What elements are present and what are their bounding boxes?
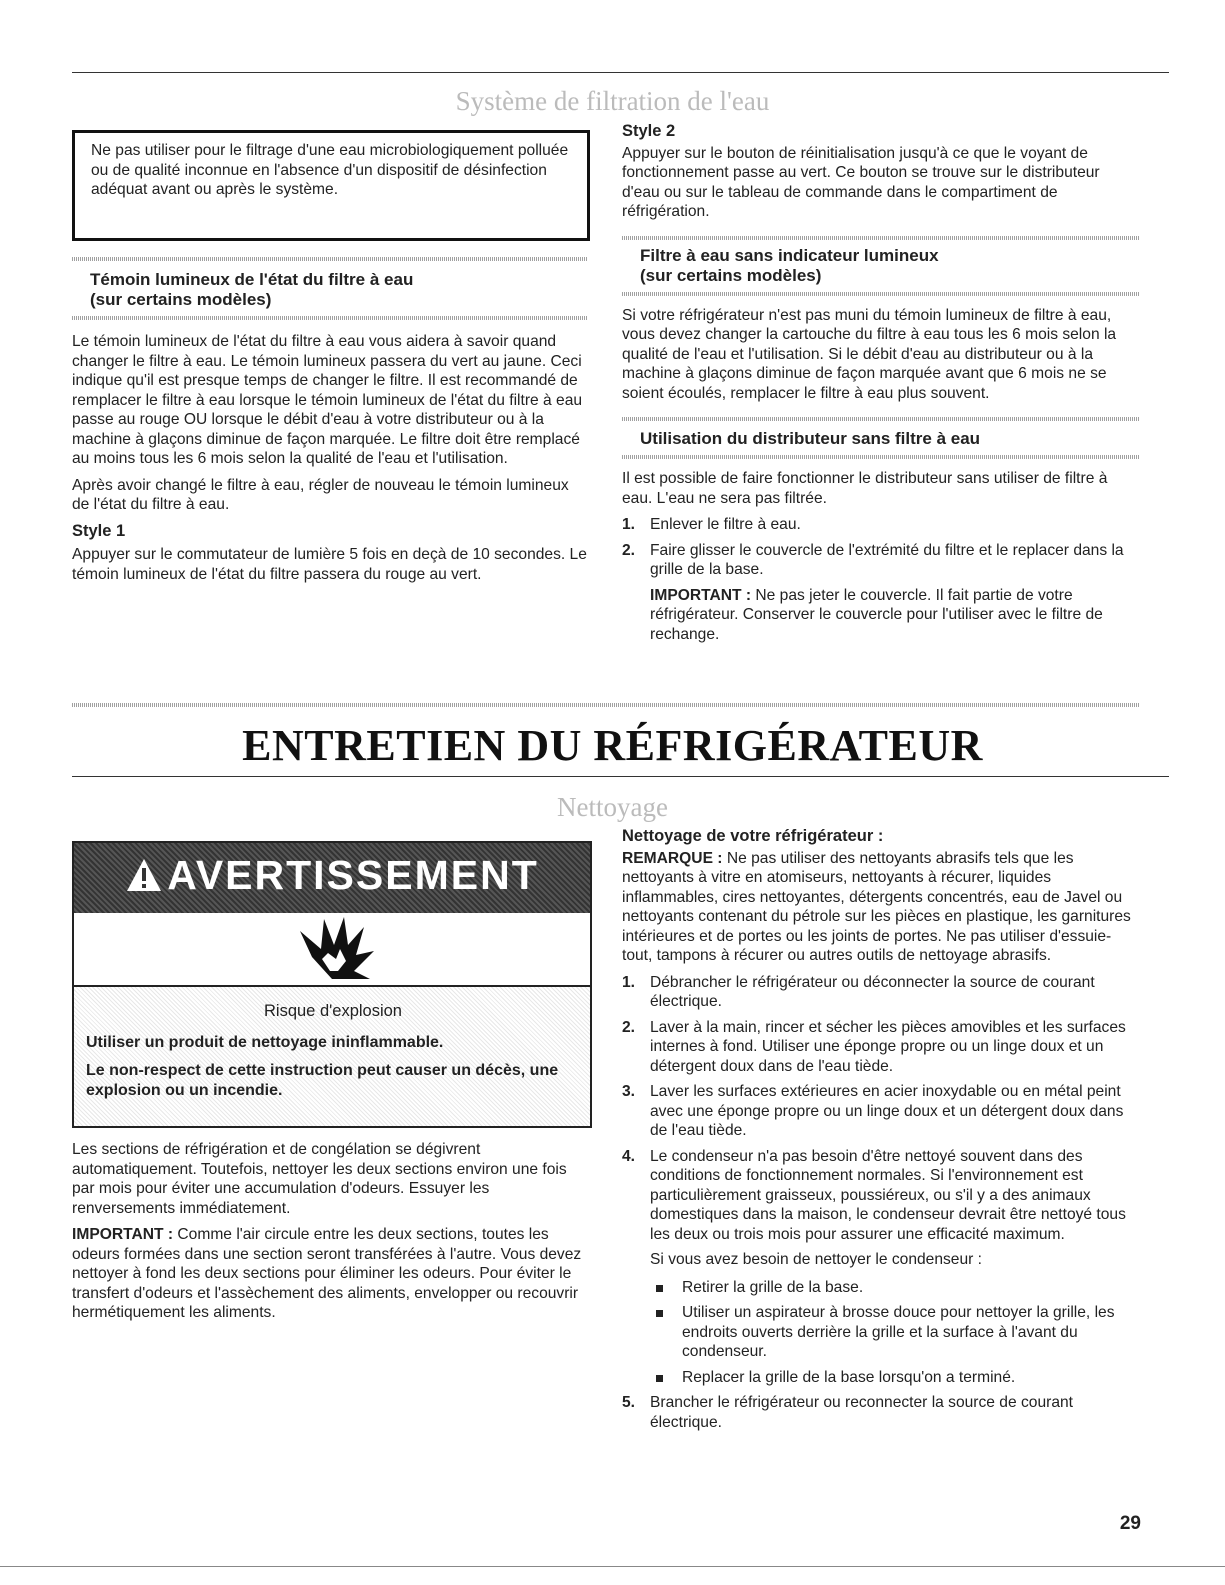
condenser-intro: Si vous avez besoin de nettoyer le condenseur : [650,1251,983,1268]
style2-text: Appuyer sur le bouton de réinitialisation jusqu'à ce que le voyant de fonctionnement passe au vert. Ce bouton se trouve sur le distributeur d'eau ou sur le tableau de commande dans le compartiment de réfrigération. [622,144,1100,220]
step-number: 2. [622,541,636,559]
top-rule [72,72,1169,73]
section-title-filtration: Système de filtration de l'eau [455,86,770,116]
step-text: Faire glisser le couvercle de l'extrémité du filtre et le replacer dans la grille de la base. [650,541,1124,578]
divider [72,316,588,320]
divider [622,292,1140,296]
explosion-pictogram [74,913,590,983]
style2-title: Style 2 [622,122,676,140]
cleaning-heading: Nettoyage de votre réfrigérateur : [622,827,884,845]
warning-header [74,843,590,913]
step-number: 2. [622,1018,636,1036]
odor-paragraph [72,1225,588,1323]
list-item [622,515,1140,535]
no-filter-paragraph: Il est possible de faire fonctionner le distributeur sans utiliser de filtre à eau. L'eau ne sera pas filtrée. [622,470,1108,507]
no-light-heading-sub: (sur certains modèles) [640,265,822,285]
divider [622,236,1140,240]
divider [622,455,1140,459]
remarque-paragraph [622,849,1140,966]
list-item: Retirer la grille de la base. [650,1278,1140,1298]
warning-instruction: Utiliser un produit de nettoyage ininflammable. [86,1034,444,1051]
list-item: Replacer la grille de la base lorsqu'on a terminé. [650,1368,1140,1388]
defrost-paragraph: Les sections de réfrigération et de congélation se dégivrent automatiquement. Toutefois, nettoyer les deux sections environ une fois par mois pour éviter une accumulation d'odeurs. Essuyer les renversements immédiatement. [72,1141,567,1217]
main-title-rule [72,776,1169,777]
warning-triangle-icon [125,856,163,903]
list-item [622,1393,1140,1432]
page-number: 29 [1119,1513,1141,1534]
warning-body [74,985,590,1126]
list-item [622,541,1140,645]
list-item: Utiliser un aspirateur à brosse douce pour nettoyer la grille, les endroits ouverts derrière la grille et la surface à l'avant du condenseur. [650,1303,1140,1362]
step-number: 5. [622,1394,636,1411]
warning-title: AVERTISSEMENT [167,852,539,898]
important-label: IMPORTANT : [650,586,752,604]
filter-light-paragraph: Le témoin lumineux de l'état du filtre à eau vous aidera à savoir quand changer le filtre à eau. Le témoin lumineux passera du vert au jaune. Ceci indique qu'il est presque temps de changer le filtre. Il est recommandé de remplacer le filtre à eau lorsque le témoin lumineux de l'état du filtre à eau passe au rouge OU lorsque le débit d'eau à votre distributeur ou à la machine à glaçons diminue de façon marquée. Le filtre doit être remplacé au moins tous les 6 mois selon la qualité de l'eau et l'utilisation. [72,333,583,467]
style1-text: Appuyer sur le commutateur de lumière 5 fois en deçà de 10 secondes. Le témoin lumineux de l'état du filtre passera du rouge au vert. [72,546,587,583]
list-item [622,1018,1140,1077]
list-item [622,1147,1140,1388]
right-top-column [622,122,1140,650]
remarque-text: Ne pas utiliser des nettoyants abrasifs tels que les nettoyants à vitre en atomiseurs, nettoyants à récurer, liquides inflammables, cires nettoyantes, détergents concentrés, eau de Javel ou nettoyants contenant du pétrole sur les pièces en plastique, les garnitures intérieures et de portes ou les joints de portes. Ne pas utiliser d'essuie-tout, tampons à récurer ou autres outils de nettoyage abrasifs. [622,849,1131,964]
no-filter-heading: Utilisation du distributeur sans filtre à eau [640,429,981,448]
reset-paragraph: Après avoir changé le filtre à eau, régler de nouveau le témoin lumineux de l'état du filtre à eau. [72,476,569,513]
important-label: IMPORTANT : [72,1226,174,1243]
remarque-label: REMARQUE : [622,849,723,867]
step-number: 1. [622,973,636,991]
step-number: 1. [622,516,636,533]
warning-header-text [74,852,590,903]
step-text: Débrancher le réfrigérateur ou déconnecter la source de courant électrique. [650,973,1095,1010]
warning-box [72,841,592,1128]
caution-text: Ne pas utiliser pour le filtrage d'une eau microbiologiquement polluée ou de qualité inconnue en l'absence d'un dispositif de désinfection adéquat avant ou après le système. [91,142,569,198]
right-bottom-column [622,827,1140,1438]
step-number: 3. [622,1083,636,1100]
style1-title: Style 1 [72,521,126,540]
important-text: Ne pas jeter le couvercle. Il fait partie de votre réfrigérateur. Conserver le couvercle pour l'utiliser avec le filtre de rechange. [650,586,1103,643]
step-number: 4. [622,1147,636,1165]
left-top-column [72,270,588,591]
step-text: Laver les surfaces extérieures en acier inoxydable ou en métal peint avec une éponge propre ou un linge doux et un détergent doux dans de l'eau tiède. [650,1083,1124,1139]
main-title: ENTRETIEN DU RÉFRIGÉRATEUR [242,721,983,770]
step-text: Brancher le réfrigérateur ou reconnecter la source de courant électrique. [650,1394,1073,1431]
important-text: Comme l'air circule entre les deux sections, toutes les odeurs formées dans une section seront transférées à l'autre. Vous devez nettoyer à fond les deux sections pour éliminer les odeurs. Pour éviter le transfert d'odeurs et l'assèchement des aliments, envelopper ou recouvrir hermétiquement les aliments. [72,1226,582,1321]
filter-light-heading-sub: (sur certains modèles) [90,290,272,309]
left-bottom-column [72,1140,588,1330]
warning-consequence: Le non-respect de cette instruction peut causer un décès, une explosion ou un incendie. [86,1062,559,1099]
divider [72,257,588,261]
divider [72,703,1140,707]
warning-risk: Risque d'explosion [264,1002,402,1020]
divider [622,417,1140,421]
filter-light-heading: Témoin lumineux de l'état du filtre à eau [90,270,414,289]
section-title-cleaning: Nettoyage [557,792,668,822]
cleaning-steps [622,973,1140,1433]
caution-box [72,130,590,241]
list-item [622,973,1140,1012]
no-light-heading: Filtre à eau sans indicateur lumineux [640,245,939,265]
explosion-icon [74,913,590,983]
step-text: Laver à la main, rincer et sécher les pièces amovibles et les surfaces internes à fond. Utiliser une éponge propre ou un linge doux et un détergent doux dans de l'eau tiède. [650,1018,1126,1075]
list-item [622,1082,1140,1141]
condenser-bullets [650,1278,1140,1388]
step-text: Le condenseur n'a pas besoin d'être nettoyé souvent dans des conditions de fonctionnement normales. Si l'environnement est particulièrement graisseux, poussiéreux, ou s'il y a des animaux domestiques dans la maison, le condenseur devrait être nettoyé tous les deux ou trois mois pour assurer une efficacité maximum. [650,1147,1126,1243]
no-filter-steps [622,515,1140,644]
step-text: Enlever le filtre à eau. [650,516,801,533]
bottom-edge [0,1566,1225,1567]
no-light-paragraph: Si votre réfrigérateur n'est pas muni du témoin lumineux de filtre à eau, vous devez changer la cartouche du filtre à eau tous les 6 mois selon la qualité de l'eau et l'utilisation. Si le débit d'eau au distributeur ou à la machine à glaçons diminue de façon marquée avant que 6 mois ne se soient écoulés, remplacer le filtre à eau plus souvent. [622,306,1117,402]
